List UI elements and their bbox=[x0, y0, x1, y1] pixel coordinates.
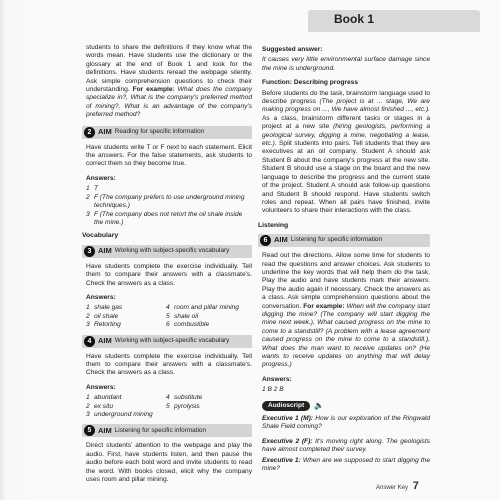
answer-item: 4 room and pillar mining bbox=[166, 304, 239, 312]
aim-3-answers bbox=[86, 304, 252, 329]
aim-6-answers: 1 B 2 B bbox=[262, 386, 284, 394]
aim-text: Working with subject-specific vocabulary bbox=[114, 247, 230, 255]
function-body: Before students do the task, brainstorm language used to describe progress (The project is at ... stage, We are making progress on ..., We have almost finished ..., etc.). As a class, brainstorm different tasks or stages in a project at a new site (hiring geologists, performing a geological survey, digging a mine, negotiating a lease, etc.). Split students into pairs. Tell students that they are executives at an oil company. Student A should ask Student B about the company's progress at the new site. Student B should use a stage on the board and the new language to describe the progress and the current state of the project. Student A should ask follow-up questions and Student B should respond. Have students switch roles and repeat. When all pairs have finished, invite volunteers to share their interactions with the class. bbox=[262, 89, 430, 215]
answer-item: 2 ex situ bbox=[86, 402, 114, 410]
answer-item: 3 Retorting bbox=[86, 321, 121, 329]
answers-label: Answers: bbox=[86, 174, 116, 182]
aim-label: AIM bbox=[98, 246, 112, 256]
aim-6-banner bbox=[258, 234, 430, 247]
aim-number: 5 bbox=[84, 425, 95, 436]
answer-item: 1 T bbox=[86, 185, 99, 193]
script-line: Executive 1 (M): How is our exploration of the Ringwald Shale Field coming? bbox=[262, 415, 430, 431]
section-heading-vocabulary: Vocabulary bbox=[82, 232, 119, 240]
aim-label: AIM bbox=[98, 335, 112, 345]
answer-item: 1 shale gas bbox=[86, 304, 123, 312]
function-label: Function: Describing progress bbox=[262, 79, 358, 87]
aim-2-body: Have students write T or F next to each statement. Elicit the answers. For the false statements, ask students to correct them so they become true. bbox=[86, 143, 252, 168]
answers-label: Answers: bbox=[86, 383, 116, 391]
aim-label: AIM bbox=[98, 126, 112, 136]
footer bbox=[376, 480, 419, 492]
footer-label: Answer Key bbox=[376, 485, 409, 491]
aim-5-banner bbox=[82, 424, 252, 437]
left-column bbox=[82, 44, 252, 490]
speaker-icon: 🔈 bbox=[314, 400, 325, 410]
aim-3-body: Have students complete the exercise individually. Tell them to compare their answers with a classmate's. Check the answers as a class. bbox=[86, 262, 252, 287]
aim-2-answers bbox=[86, 185, 252, 227]
answer-item: 5 shale oil bbox=[166, 312, 199, 320]
aim-text: Reading for specific information bbox=[114, 127, 205, 135]
aim-5-body: Direct students' attention to the webpage and play the audio. First, have students listen, and then pause the audio before each bold word and invite students to read the word. With books closed, elicit why the company uses room and pillar mining. bbox=[86, 442, 252, 484]
aim-number: 4 bbox=[84, 336, 95, 347]
answer-item: 1 abundant bbox=[86, 394, 122, 402]
aim-4-answers bbox=[86, 394, 252, 419]
aim-label: AIM bbox=[98, 425, 112, 435]
script-line: Executive 2 (F): It's moving right along. The geologists have almost completed their survey. bbox=[262, 437, 430, 454]
aim-number: 2 bbox=[84, 127, 95, 138]
aim-label: AIM bbox=[274, 235, 288, 245]
answers-label: Answers: bbox=[262, 375, 292, 383]
aim-number: 3 bbox=[84, 246, 95, 257]
suggested-answer-label: Suggested answer: bbox=[262, 46, 323, 53]
aim-4-body: Have students complete the exercise individually. Tell them to compare their answers with a classmate's. Check the answers as a class. bbox=[86, 352, 252, 377]
answer-item: 3 underground mining bbox=[86, 411, 153, 418]
aim-3-banner bbox=[82, 245, 252, 258]
script-line: Executive 1: When are we supposed to start digging the mine? bbox=[262, 456, 431, 473]
page-number: 7 bbox=[412, 480, 419, 492]
aim-text: Working with subject-specific vocabulary bbox=[114, 336, 230, 344]
suggested-answer: It causes very little environmental surface damage since the mine is underground. bbox=[262, 56, 430, 72]
answer-item: 4 substitute bbox=[166, 394, 203, 402]
section-heading-listening: Listening bbox=[258, 221, 289, 229]
aim-number: 6 bbox=[260, 235, 271, 246]
answer-item: 2 F (The company prefers to use underground mining techniques.) bbox=[86, 193, 245, 210]
book-title: Book 1 bbox=[334, 12, 375, 26]
answer-item: 6 combustible bbox=[166, 321, 210, 329]
aim-4-banner bbox=[82, 335, 252, 348]
audioscript-label: Audioscript bbox=[262, 401, 310, 411]
answer-item: 2 oil shale bbox=[86, 312, 119, 320]
answer-item: 5 pyrolysis bbox=[166, 402, 200, 410]
answers-label: Answers: bbox=[86, 293, 116, 301]
answer-item: 3 F (The company does not retort the oil shale inside the mine.) bbox=[86, 210, 243, 226]
aim-2-banner bbox=[82, 126, 252, 139]
aim-text: Listening for specific information bbox=[290, 236, 383, 244]
intro-paragraph: students to share the definitions if they know what the words mean. Have students use the dictionary or the glossary at the end of Book 1 and look for the definitions. Have students reread the webpage silently. Ask simple comprehension questions to check their understanding. For example: What does the company specialize in?, What is the company's preferred method of mining?, What is an advantage of the company's preferred method? bbox=[86, 44, 252, 119]
aim-6-body: Read out the directions. Allow some time for students to read the questions and answer choices. Ask students to underline the key words that will help them do the task. Play the audio and have students mark their answers. Play the audio again if necessary. Check the answers as a class. Ask simple comprehension questions about the conversation. For example: When will the company start digging the mine? (The company will start digging the mine next week.), What caused progress on the mine to come to a standstill? (A problem with a lease agreement caused progress on the mine to come to a standstill.), What does the man want to receive updates on? (He wants to receive updates on anything that will delay progress.) bbox=[262, 252, 430, 369]
aim-text: Listening for specific information bbox=[114, 426, 207, 434]
right-column bbox=[258, 44, 431, 479]
audioscript-header bbox=[262, 401, 430, 411]
